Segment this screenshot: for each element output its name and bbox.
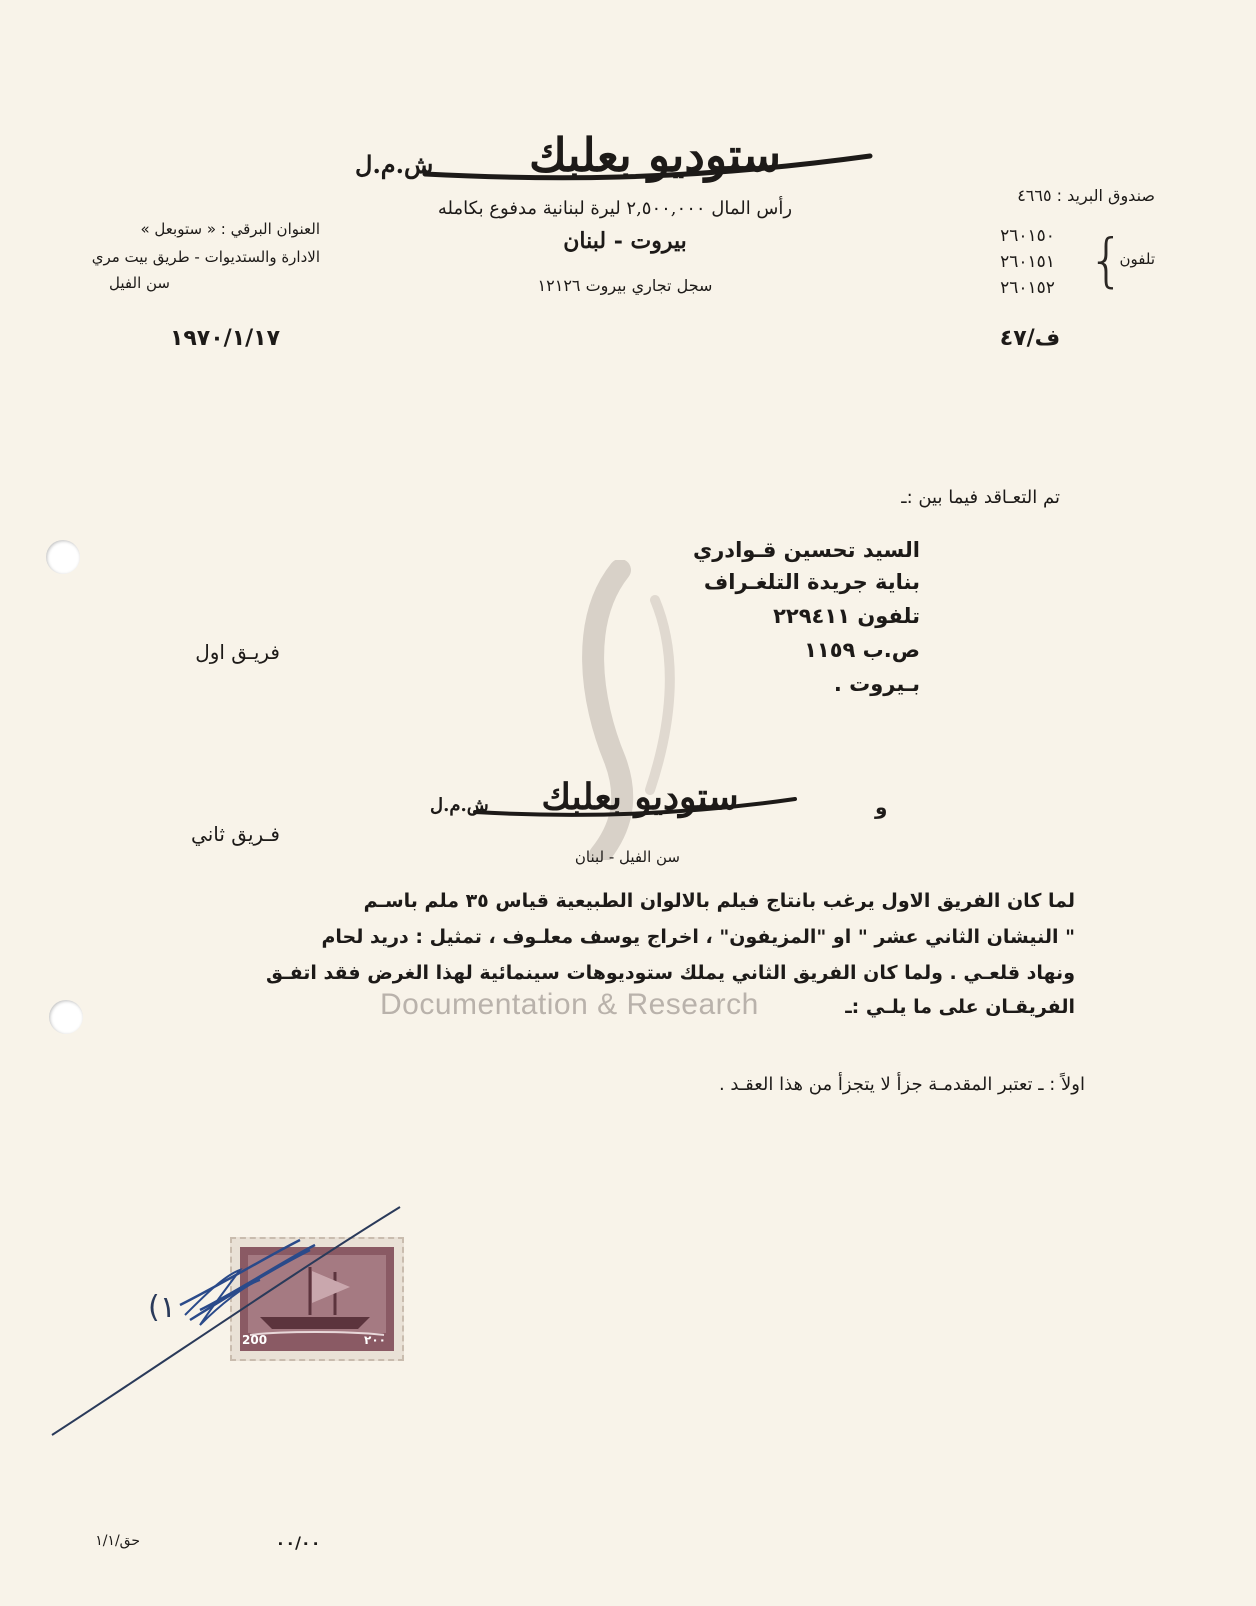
party1-line: بناية جريدة التلغـراف <box>703 570 920 594</box>
punch-hole <box>49 1000 83 1034</box>
contract-intro: تم التعـاقد فيما بين :ـ <box>901 487 1060 508</box>
footer-left: حق/١/١ <box>95 1533 140 1549</box>
party2-underline <box>470 795 800 825</box>
phone-label: تلفون <box>1119 250 1155 268</box>
party1-line: تلفون ٢٢٩٤١١ <box>773 604 920 628</box>
punch-hole <box>46 540 80 574</box>
phone-number: ٢٦٠١٥١ <box>1000 252 1055 272</box>
signature <box>40 1195 440 1445</box>
party2-address: سن الفيل - لبنان <box>574 848 680 866</box>
paragraph-line: " النيشان الثاني عشر " او "المزيفون" ، اخراج يوسف معلـوف ، تمثيل : دريد لحام <box>321 926 1075 948</box>
paragraph-line: الفريقـان على ما يلـي :ـ <box>845 996 1075 1018</box>
reference-number: ف/٤٧ <box>999 326 1061 351</box>
party1-line: السيد تحسين قـوادري <box>692 538 920 562</box>
city-line: بيروت - لبنان <box>563 228 687 254</box>
company-name-underline <box>420 150 880 190</box>
paragraph-line: لما كان الفريق الاول يرغب بانتاج فيلم بالالوان الطبيعية قياس ٣٥ ملم باسـم <box>363 890 1075 912</box>
clause-1: اولاً : ـ تعتبر المقدمـة جزأ لا يتجزأ من هذا العقـد . <box>718 1074 1085 1095</box>
po-box: صندوق البريد : ٤٦٦٥ <box>1017 186 1155 205</box>
signature-mark: (١ <box>148 1290 176 1325</box>
party1-line: ص.ب ١١٥٩ <box>804 638 920 662</box>
and-connector: و <box>875 795 888 819</box>
company-name: ستوديو بعلبك <box>528 128 782 182</box>
party2-label: فـريق ثاني <box>191 822 280 846</box>
phone-number: ٢٦٠١٥٢ <box>1000 278 1055 298</box>
phone-brace: { <box>1088 226 1125 294</box>
stamp-value: 200 <box>242 1333 268 1347</box>
phone-number: ٢٦٠١٥٠ <box>1000 226 1055 246</box>
paragraph-line: ونهاد قلعـي . ولما كان الفريق الثاني يملك ستوديوهات سينمائية لهذا الغرض فقد اتفـق <box>265 962 1075 984</box>
document-date: ١٩٧٠/١/١٧ <box>169 326 281 351</box>
commercial-register: سجل تجاري بيروت ١٢١٢٦ <box>537 276 713 295</box>
party1-line: بـيروت . <box>833 672 920 696</box>
address-line-1: الادارة والستديوات - طريق بيت مري <box>91 248 320 266</box>
stamp-value: ٢٠٠ <box>364 1333 386 1347</box>
address-line-2: سن الفيل <box>109 274 170 292</box>
party2-suffix: ش.م.ل <box>430 795 489 816</box>
telegraph-address: العنوان البرقي : « ستوبعل » <box>140 220 320 238</box>
capital-line: رأس المال ٢,٥٠٠,٠٠٠ ليرة لبنانية مدفوع بكامله <box>437 198 793 219</box>
footer-middle: ٠٠/٠٠ <box>275 1533 321 1552</box>
party1-label: فريـق اول <box>195 640 280 664</box>
company-type: ش.م.ل <box>355 150 434 179</box>
party2-name: ستوديو بعلبك <box>541 776 739 818</box>
watermark-text: Documentation & Research <box>380 988 759 1021</box>
